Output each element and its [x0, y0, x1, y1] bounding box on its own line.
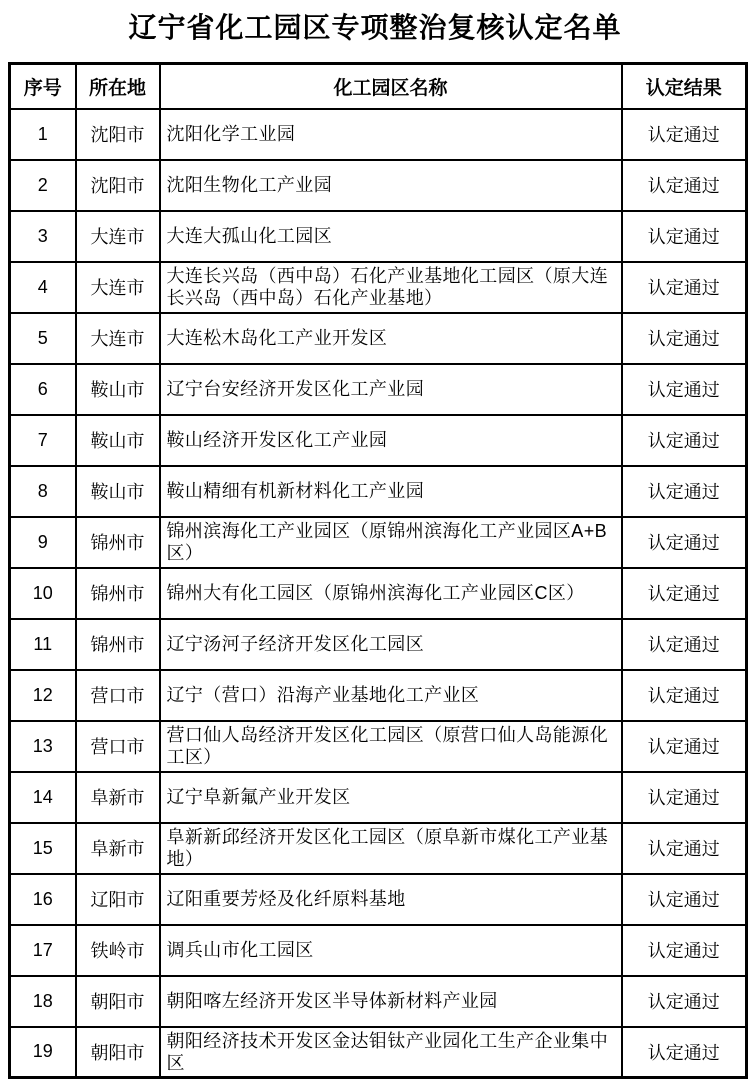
cell-no: 12 — [10, 670, 76, 721]
cell-city: 辽阳市 — [76, 874, 160, 925]
cell-no: 15 — [10, 823, 76, 874]
cell-no: 3 — [10, 211, 76, 262]
cell-city: 锦州市 — [76, 517, 160, 568]
cell-result: 认定通过 — [622, 670, 747, 721]
header-cell-no: 序号 — [10, 64, 76, 109]
cell-result: 认定通过 — [622, 874, 747, 925]
cell-city: 阜新市 — [76, 823, 160, 874]
cell-city: 鞍山市 — [76, 415, 160, 466]
cell-park: 辽宁台安经济开发区化工产业园 — [160, 364, 622, 415]
table-row — [10, 619, 747, 670]
cell-park: 朝阳经济技术开发区金达钼钛产业园化工生产企业集中区 — [160, 1027, 622, 1078]
cell-park: 营口仙人岛经济开发区化工园区（原营口仙人岛能源化工区） — [160, 721, 622, 772]
cell-result: 认定通过 — [622, 313, 747, 364]
table-row — [10, 415, 747, 466]
cell-no: 6 — [10, 364, 76, 415]
cell-no: 5 — [10, 313, 76, 364]
cell-park: 鞍山经济开发区化工产业园 — [160, 415, 622, 466]
table-row — [10, 568, 747, 619]
cell-no: 18 — [10, 976, 76, 1027]
cell-city: 铁岭市 — [76, 925, 160, 976]
header-cell-city: 所在地 — [76, 64, 160, 109]
cell-park: 锦州滨海化工产业园区（原锦州滨海化工产业园区A+B区） — [160, 517, 622, 568]
cell-result: 认定通过 — [622, 925, 747, 976]
cell-result: 认定通过 — [622, 517, 747, 568]
cell-park: 辽宁阜新氟产业开发区 — [160, 772, 622, 823]
cell-no: 9 — [10, 517, 76, 568]
table-row — [10, 874, 747, 925]
cell-no: 11 — [10, 619, 76, 670]
table-row — [10, 160, 747, 211]
cell-result: 认定通过 — [622, 109, 747, 160]
cell-park: 大连松木岛化工产业开发区 — [160, 313, 622, 364]
cell-park: 沈阳生物化工产业园 — [160, 160, 622, 211]
cell-no: 13 — [10, 721, 76, 772]
cell-park: 大连大孤山化工园区 — [160, 211, 622, 262]
cell-result: 认定通过 — [622, 211, 747, 262]
table-row — [10, 313, 747, 364]
table-row — [10, 721, 747, 772]
cell-city: 营口市 — [76, 721, 160, 772]
cell-city: 朝阳市 — [76, 1027, 160, 1078]
cell-no: 1 — [10, 109, 76, 160]
cell-result: 认定通过 — [622, 772, 747, 823]
cell-city: 阜新市 — [76, 772, 160, 823]
cell-park: 大连长兴岛（西中岛）石化产业基地化工园区（原大连长兴岛（西中岛）石化产业基地） — [160, 262, 622, 313]
cell-city: 锦州市 — [76, 568, 160, 619]
cell-no: 7 — [10, 415, 76, 466]
cell-result: 认定通过 — [622, 721, 747, 772]
header-cell-result: 认定结果 — [622, 64, 747, 109]
cell-park: 辽阳重要芳烃及化纤原料基地 — [160, 874, 622, 925]
table-row — [10, 262, 747, 313]
cell-park: 朝阳喀左经济开发区半导体新材料产业园 — [160, 976, 622, 1027]
cell-city: 锦州市 — [76, 619, 160, 670]
cell-park: 沈阳化学工业园 — [160, 109, 622, 160]
cell-no: 10 — [10, 568, 76, 619]
table-row — [10, 211, 747, 262]
table-row — [10, 925, 747, 976]
cell-park: 调兵山市化工园区 — [160, 925, 622, 976]
cell-result: 认定通过 — [622, 1027, 747, 1078]
cell-result: 认定通过 — [622, 568, 747, 619]
cell-park: 辽宁（营口）沿海产业基地化工产业区 — [160, 670, 622, 721]
cell-result: 认定通过 — [622, 160, 747, 211]
cell-city: 营口市 — [76, 670, 160, 721]
cell-city: 大连市 — [76, 211, 160, 262]
chemical-park-table — [8, 62, 748, 1079]
cell-no: 17 — [10, 925, 76, 976]
table-row — [10, 772, 747, 823]
cell-park: 锦州大有化工园区（原锦州滨海化工产业园区C区） — [160, 568, 622, 619]
cell-result: 认定通过 — [622, 364, 747, 415]
cell-no: 16 — [10, 874, 76, 925]
cell-result: 认定通过 — [622, 976, 747, 1027]
page-title: 辽宁省化工园区专项整治复核认定名单 — [128, 12, 622, 43]
table-row — [10, 517, 747, 568]
cell-city: 鞍山市 — [76, 364, 160, 415]
cell-city: 沈阳市 — [76, 160, 160, 211]
cell-park: 辽宁汤河子经济开发区化工园区 — [160, 619, 622, 670]
cell-no: 19 — [10, 1027, 76, 1078]
table-row — [10, 466, 747, 517]
cell-city: 朝阳市 — [76, 976, 160, 1027]
table-row — [10, 1027, 747, 1078]
cell-city: 鞍山市 — [76, 466, 160, 517]
table-row — [10, 823, 747, 874]
cell-city: 大连市 — [76, 313, 160, 364]
cell-result: 认定通过 — [622, 823, 747, 874]
cell-result: 认定通过 — [622, 262, 747, 313]
cell-city: 大连市 — [76, 262, 160, 313]
table-row — [10, 670, 747, 721]
cell-no: 8 — [10, 466, 76, 517]
table-row — [10, 364, 747, 415]
cell-result: 认定通过 — [622, 415, 747, 466]
header-cell-park: 化工园区名称 — [160, 64, 622, 109]
cell-park: 鞍山精细有机新材料化工产业园 — [160, 466, 622, 517]
cell-no: 2 — [10, 160, 76, 211]
table-row — [10, 976, 747, 1027]
table-header-row — [10, 64, 747, 109]
cell-result: 认定通过 — [622, 619, 747, 670]
table-row — [10, 109, 747, 160]
cell-no: 4 — [10, 262, 76, 313]
cell-park: 阜新新邱经济开发区化工园区（原阜新市煤化工产业基地） — [160, 823, 622, 874]
cell-no: 14 — [10, 772, 76, 823]
cell-result: 认定通过 — [622, 466, 747, 517]
cell-city: 沈阳市 — [76, 109, 160, 160]
